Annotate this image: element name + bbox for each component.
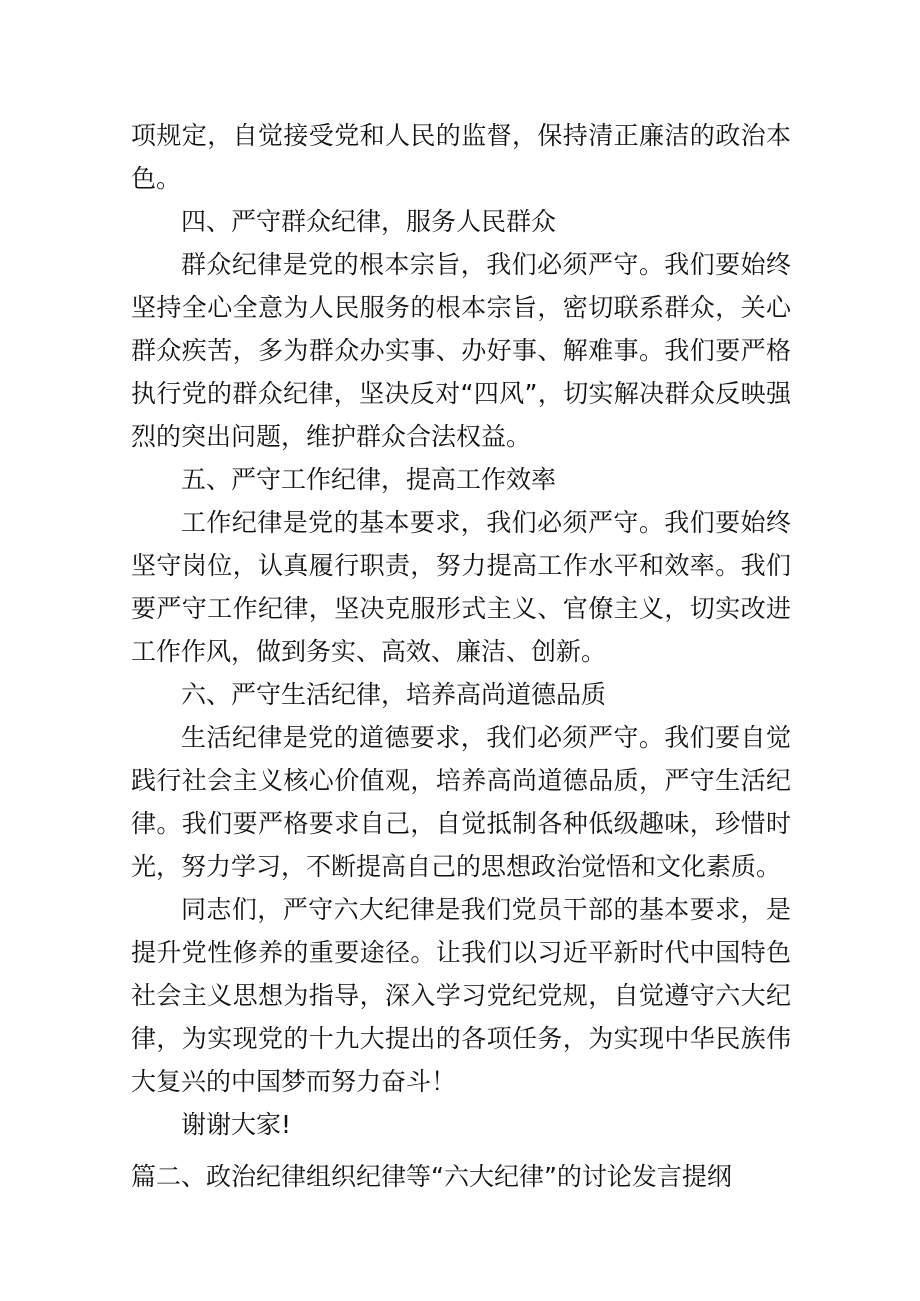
- paragraph-continuation: 项规定，自觉接受党和人民的监督，保持清正廉洁的政治本色。: [131, 121, 791, 193]
- chapter-title: 篇二、政治纪律组织纪律等“六大纪律”的讨论发言提纲: [131, 1162, 732, 1191]
- paragraph-closing-remarks: 同志们，严守六大纪律是我们党员干部的基本要求，是提升党性修养的重要途径。让我们以习近平新时代中国特色社会主义思想为指导，深入学习党纪党规，自觉遵守六大纪律，为实现党的十九大提出的各项任务，为实现中华民族伟大复兴的中国梦而努力奋斗！: [131, 895, 791, 1096]
- paragraph-mass-discipline: 群众纪律是党的根本宗旨，我们必须严守。我们要始终坚持全心全意为人民服务的根本宗旨，密切联系群众，关心群众疾苦，多为群众办实事、办好事、解难事。我们要严格执行党的群众纪律，坚决反对“四风”，切实解决群众反映强烈的突出问题，维护群众合法权益。: [131, 250, 791, 451]
- paragraph-life-discipline: 生活纪律是党的道德要求，我们必须严守。我们要自觉践行社会主义核心价值观，培养高尚道德品质，严守生活纪律。我们要严格要求自己，自觉抵制各种低级趣味，珍惜时光，努力学习，不断提高自己的思想政治觉悟和文化素质。: [131, 723, 791, 881]
- section-heading-mass-discipline: 四、严守群众纪律，服务人民群众: [181, 207, 557, 236]
- section-heading-work-discipline: 五、严守工作纪律，提高工作效率: [181, 465, 557, 494]
- paragraph-work-discipline: 工作纪律是党的基本要求，我们必须严守。我们要始终坚守岗位，认真履行职责，努力提高工作水平和效率。我们要严守工作纪律，坚决克服形式主义、官僚主义，切实改进工作作风，做到务实、高效、廉洁、创新。: [131, 508, 791, 666]
- section-heading-life-discipline: 六、严守生活纪律，培养高尚道德品质: [181, 680, 607, 709]
- document-body: [131, 114, 791, 1146]
- paragraph-thanks: 谢谢大家!: [181, 1110, 292, 1139]
